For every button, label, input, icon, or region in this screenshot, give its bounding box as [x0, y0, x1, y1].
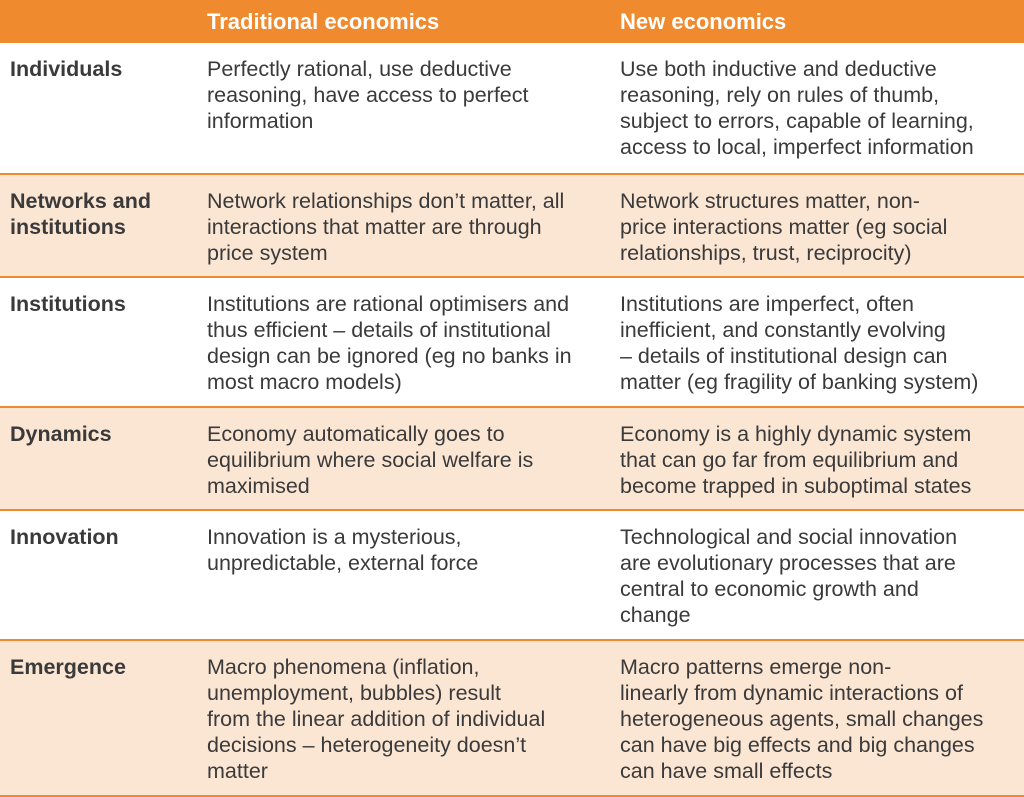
- text-line: unpredictable, external force: [207, 551, 479, 575]
- text-line: subject to errors, capable of learning,: [620, 109, 974, 133]
- traditional-cell: [207, 291, 572, 395]
- label-line: Individuals: [10, 57, 123, 81]
- row-label: [10, 654, 126, 680]
- traditional-cell: [207, 421, 533, 499]
- table-row-emergence: [0, 641, 1024, 797]
- new-cell: [620, 188, 947, 266]
- table-row-individuals: [0, 43, 1024, 175]
- text-line: design can be ignored (eg no banks in: [207, 344, 572, 368]
- text-line: maximised: [207, 474, 310, 498]
- text-line: change: [620, 603, 691, 627]
- text-line: access to local, imperfect information: [620, 135, 974, 159]
- text-line: price system: [207, 241, 328, 265]
- text-line: can have big effects and big changes: [620, 733, 975, 757]
- text-line: unemployment, bubbles) result: [207, 681, 501, 705]
- text-line: decisions – heterogeneity doesn’t: [207, 733, 527, 757]
- row-label: [10, 188, 151, 240]
- text-line: inefficient, and constantly evolving: [620, 318, 946, 342]
- text-line: relationships, trust, reciprocity): [620, 241, 912, 265]
- traditional-cell: [207, 654, 545, 784]
- new-cell: [620, 524, 957, 628]
- traditional-cell: [207, 188, 564, 266]
- text-line: Network structures matter, non-: [620, 189, 920, 213]
- text-line: reasoning, rely on rules of thumb,: [620, 83, 940, 107]
- label-line: Emergence: [10, 655, 126, 679]
- text-line: Use both inductive and deductive: [620, 57, 937, 81]
- text-line: Innovation is a mysterious,: [207, 525, 462, 549]
- traditional-cell: [207, 524, 478, 576]
- text-line: thus efficient – details of institutional: [207, 318, 551, 342]
- text-line: information: [207, 109, 314, 133]
- text-line: linearly from dynamic interactions of: [620, 681, 963, 705]
- text-line: Technological and social innovation: [620, 525, 958, 549]
- text-line: Network relationships don’t matter, all: [207, 189, 565, 213]
- table-row-institutions: [0, 278, 1024, 408]
- table-row-dynamics: [0, 408, 1024, 511]
- label-line: Institutions: [10, 292, 126, 316]
- text-line: equilibrium where social welfare is: [207, 448, 534, 472]
- header-traditional-economics: Traditional economics: [207, 9, 440, 34]
- text-line: Perfectly rational, use deductive: [207, 57, 512, 81]
- new-cell: [620, 291, 978, 395]
- text-line: Institutions are imperfect, often: [620, 292, 914, 316]
- text-line: from the linear addition of individual: [207, 707, 546, 731]
- text-line: central to economic growth and: [620, 577, 919, 601]
- label-line: institutions: [10, 215, 126, 239]
- new-cell: [620, 421, 971, 499]
- text-line: Economy is a highly dynamic system: [620, 422, 972, 446]
- text-line: reasoning, have access to perfect: [207, 83, 529, 107]
- label-line: Dynamics: [10, 422, 112, 446]
- table-header: [0, 0, 1024, 43]
- text-line: Macro phenomena (inflation,: [207, 655, 480, 679]
- text-line: can have small effects: [620, 759, 833, 783]
- text-line: Macro patterns emerge non-: [620, 655, 892, 679]
- text-line: Economy automatically goes to: [207, 422, 505, 446]
- text-line: become trapped in suboptimal states: [620, 474, 972, 498]
- text-line: that can go far from equilibrium and: [620, 448, 959, 472]
- label-line: Networks and: [10, 189, 151, 213]
- row-label: [10, 291, 126, 317]
- row-label: [10, 56, 122, 82]
- text-line: heterogeneous agents, small changes: [620, 707, 984, 731]
- table-row-innovation: [0, 511, 1024, 641]
- new-cell: [620, 56, 974, 160]
- header-new-economics: New economics: [620, 9, 787, 34]
- text-line: matter (eg fragility of banking system): [620, 370, 979, 394]
- text-line: Institutions are rational optimisers and: [207, 292, 570, 316]
- text-line: price interactions matter (eg social: [620, 215, 948, 239]
- row-label: [10, 524, 119, 550]
- label-line: Innovation: [10, 525, 119, 549]
- text-line: interactions that matter are through: [207, 215, 542, 239]
- text-line: – details of institutional design can: [620, 344, 948, 368]
- traditional-cell: [207, 56, 529, 134]
- text-line: most macro models): [207, 370, 402, 394]
- new-cell: [620, 654, 983, 784]
- text-line: matter: [207, 759, 268, 783]
- row-label: [10, 421, 112, 447]
- text-line: are evolutionary processes that are: [620, 551, 956, 575]
- table-row-networks-and-institutions: [0, 175, 1024, 278]
